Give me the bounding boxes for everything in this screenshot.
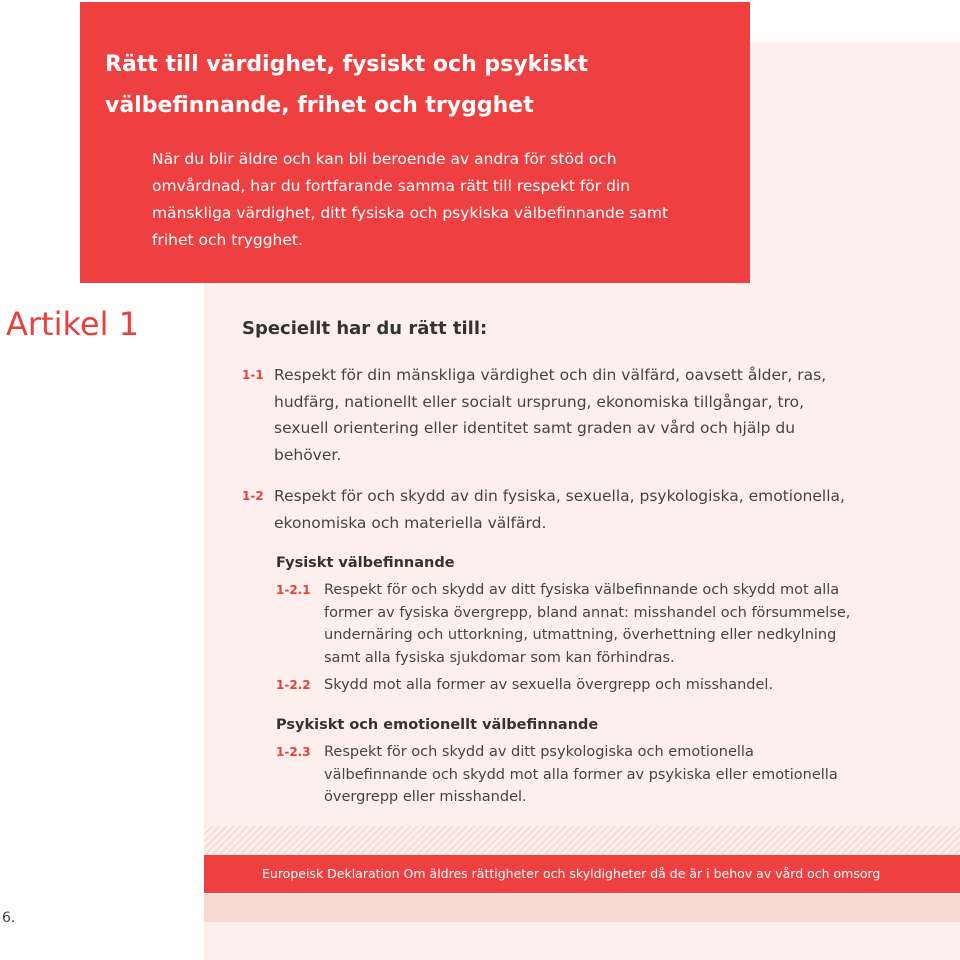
item-number: 1-1: [242, 368, 264, 382]
item-number: 1-2: [242, 489, 264, 503]
subsection-heading: Psykiskt och emotionellt välbefinnande: [276, 717, 599, 733]
list-item: 1-1 Respekt för din mänskliga värdighet och din välfärd, oavsett ålder, ras, hudfärg, nationellt eller socialt ursprung, ekonomiska tillgångar, tro, sexuell orientering eller identitet samt graden av vård och hjälp du behöver.: [274, 362, 864, 468]
footer-text: Europeisk Deklaration Om äldres rättigheter och skyldigheter då de är i behov av vård och omsorg: [262, 866, 881, 881]
list-item: 1-2.2 Skydd mot alla former av sexuella övergrepp och misshandel.: [324, 674, 884, 697]
list-item: 1-2.3 Respekt för och skydd av ditt psykologiska och emotionella välbefinnande och skydd mot alla former av psykiska eller emotionella övergrepp eller misshandel.: [324, 741, 884, 809]
section-heading: Speciellt har du rätt till:: [242, 318, 488, 339]
page-title: Rätt till värdighet, fysiskt och psykiskt välbefinnande, frihet och trygghet: [105, 52, 588, 118]
page-number: 6.: [2, 910, 16, 926]
footer-bar: [204, 855, 960, 893]
bottom-band: [204, 894, 960, 922]
item-number: 1-2.2: [276, 678, 311, 692]
list-item: 1-2 Respekt för och skydd av din fysiska, sexuella, psykologiska, emotionella, ekonomiska och materiella välfärd.: [274, 483, 874, 536]
article-label: Artikel 1: [6, 305, 139, 343]
list-item: 1-2.1 Respekt för och skydd av ditt fysiska välbefinnande och skydd mot alla former av fysiska övergrepp, bland annat: misshandel och försummelse, undernäring och uttorkning, utmattning, överhettning eller nedkylning samt alla fysiska sjukdomar som kan förhindras.: [324, 579, 884, 669]
subsection-heading: Fysiskt välbefinnande: [276, 555, 455, 571]
item-number: 1-2.1: [276, 583, 311, 597]
header-box: [80, 2, 750, 283]
intro-paragraph: När du blir äldre och kan bli beroende av andra för stöd och omvårdnad, har du fortfarande samma rätt till respekt för din mänskliga värdighet, ditt fysiska och psykiska välbefinnande samt frihet och trygghet.: [152, 150, 669, 249]
decorative-stripe: [204, 826, 960, 854]
item-number: 1-2.3: [276, 745, 311, 759]
